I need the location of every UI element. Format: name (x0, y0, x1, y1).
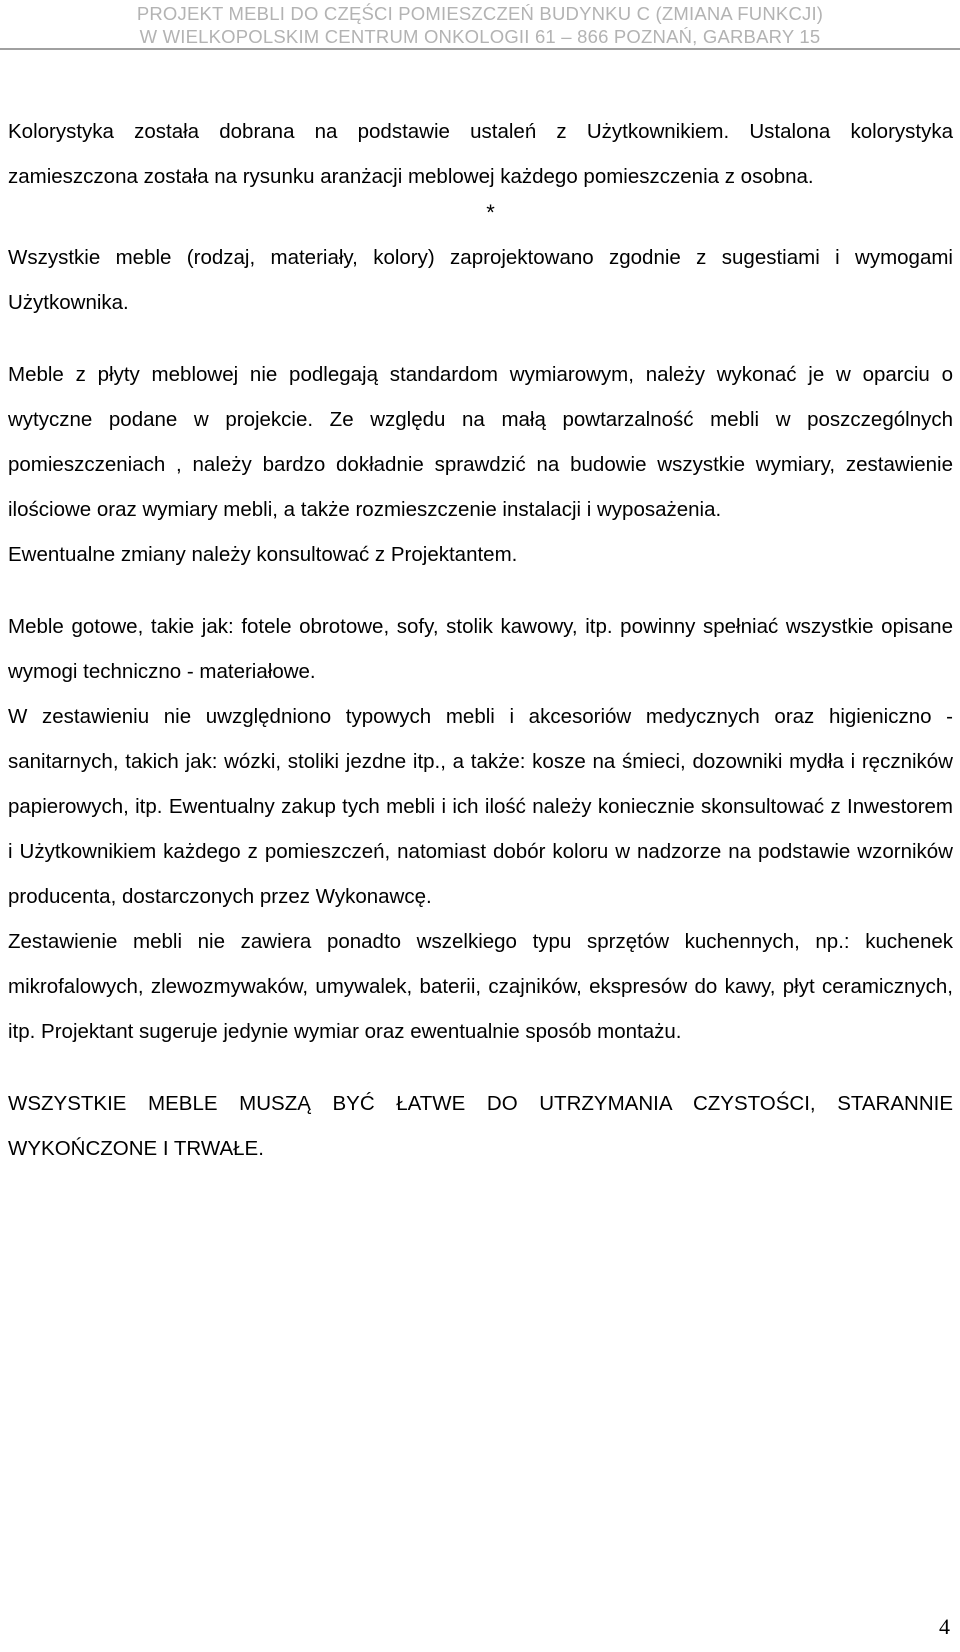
paragraph-board-furniture: Meble z płyty meblowej nie podlegają standardom wymiarowym, należy wykonać je w oparciu o wytyczne podane w projekcie. Ze względu na małą powtarzalność mebli w poszczególnych pomieszczeniach , należy bardzo dokładnie sprawdzić na budowie wszystkie wymiary, zestawienie ilościowe oraz wymiary mebli, a także rozmieszczenie instalacji i wyposażenia. (8, 363, 953, 521)
header-line-2: W WIELKOPOLSKIM CENTRUM ONKOLOGII 61 – 866 POZNAŃ, GARBARY 15 (139, 26, 821, 47)
asterisk-separator: * (486, 200, 495, 225)
paragraph-changes: Ewentualne zmiany należy konsultować z Projektantem. (8, 543, 518, 566)
paragraph-all-furniture: Wszystkie meble (rodzaj, materiały, kolory) zaprojektowano zgodnie z sugestiami i wymogami Użytkownika. (8, 246, 953, 314)
paragraph-ready-furniture: Meble gotowe, takie jak: fotele obrotowe, sofy, stolik kawowy, itp. powinny spełniać wszystkie opisane wymogi techniczno - materiałowe. (8, 615, 953, 683)
header-divider (0, 48, 960, 50)
page-header (0, 0, 960, 52)
paragraph-kitchen-equipment: Zestawienie mebli nie zawiera ponadto wszelkiego typu sprzętów kuchennych, np.: kuchenek mikrofalowych, zlewozmywaków, umywalek, baterii, czajników, ekspresów do kawy, płyt ceramicznych, itp. Projektant sugeruje jedynie wymiar oraz ewentualnie sposób montażu. (8, 930, 953, 1043)
paragraph-medical-furniture: W zestawieniu nie uwzględniono typowych mebli i akcesoriów medycznych oraz higieniczno - sanitarnych, takich jak: wózki, stoliki jezdne itp., a także: kosze na śmieci, dozowniki mydła i ręczników papierowych, itp. Ewentualny zakup tych mebli i ich ilość należy koniecznie skonsultować z Inwestorem i Użytkownikiem każdego z pomieszczeń, natomiast dobór koloru w nadzorze na podstawie wzorników producenta, dostarczonych przez Wykonawcę. (8, 705, 953, 908)
page-number: 4 (939, 1614, 950, 1639)
header-line-1: PROJEKT MEBLI DO CZĘŚCI POMIESZCZEŃ BUDYNKU C (ZMIANA FUNKCJI) (136, 3, 824, 24)
paragraph-requirements-caps: WSZYSTKIE MEBLE MUSZĄ BYĆ ŁATWE DO UTRZYMANIA CZYSTOŚCI, STARANNIE WYKOŃCZONE I TRWAŁE. (8, 1092, 953, 1160)
document-body (8, 109, 953, 1171)
paragraph-color-scheme: Kolorystyka została dobrana na podstawie ustaleń z Użytkownikiem. Ustalona kolorystyka zamieszczona została na rysunku aranżacji meblowej każdego pomieszczenia z osobna. (8, 120, 953, 188)
